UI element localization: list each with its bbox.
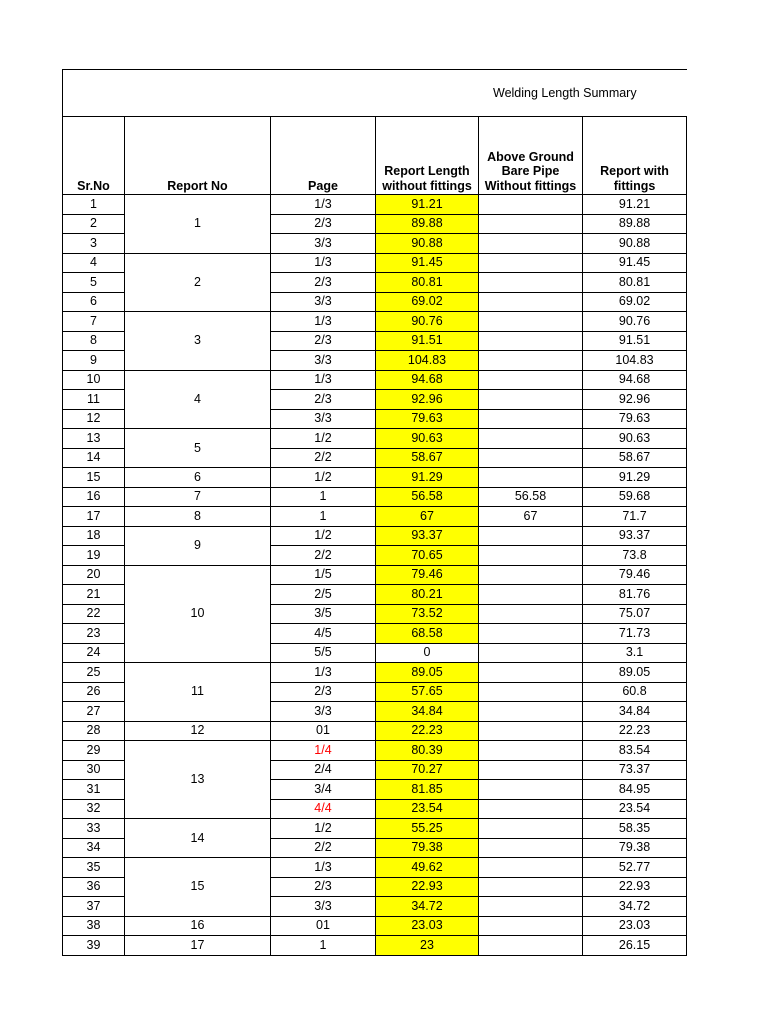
report-with-fittings-cell: 23.03 [583,916,687,936]
above-ground-cell [479,234,583,254]
table-row [63,526,687,546]
report-no-cell: 4 [125,370,271,429]
welding-length-summary-table [62,69,687,956]
header-report-with-fittings: Report with fittings [583,117,687,195]
report-with-fittings-cell: 73.37 [583,760,687,780]
above-ground-cell [479,468,583,488]
above-ground-cell [479,585,583,605]
report-with-fittings-cell: 69.02 [583,292,687,312]
above-ground-cell [479,799,583,819]
report-with-fittings-cell: 3.1 [583,643,687,663]
report-length-cell: 34.72 [376,897,479,917]
page-cell: 2/3 [271,390,376,410]
report-no-cell: 8 [125,507,271,527]
report-no-cell: 16 [125,916,271,936]
page-cell: 2/3 [271,877,376,897]
page-cell: 1/3 [271,663,376,683]
report-with-fittings-cell: 90.76 [583,312,687,332]
above-ground-cell [479,877,583,897]
page-cell: 4/5 [271,624,376,644]
page-cell: 3/3 [271,292,376,312]
sr-no-cell: 8 [63,331,125,351]
sr-no-cell: 16 [63,487,125,507]
above-ground-cell [479,780,583,800]
report-with-fittings-cell: 26.15 [583,936,687,956]
report-length-cell: 79.63 [376,409,479,429]
report-length-cell: 22.93 [376,877,479,897]
report-length-cell: 23.54 [376,799,479,819]
report-with-fittings-cell: 75.07 [583,604,687,624]
sr-no-cell: 35 [63,858,125,878]
page-cell: 2/3 [271,214,376,234]
header-report-no: Report No [125,117,271,195]
report-length-cell: 90.76 [376,312,479,332]
report-length-cell: 58.67 [376,448,479,468]
header-above-ground: Above Ground Bare Pipe Without fittings [479,117,583,195]
report-no-cell: 15 [125,858,271,917]
above-ground-cell [479,702,583,722]
sr-no-cell: 18 [63,526,125,546]
sr-no-cell: 1 [63,195,125,215]
report-length-cell: 91.51 [376,331,479,351]
report-length-cell: 69.02 [376,292,479,312]
page-cell: 2/3 [271,682,376,702]
above-ground-cell [479,565,583,585]
above-ground-cell [479,370,583,390]
above-ground-cell [479,682,583,702]
sr-no-cell: 28 [63,721,125,741]
report-with-fittings-cell: 83.54 [583,741,687,761]
page-cell: 01 [271,916,376,936]
table-row [63,253,687,273]
report-no-cell: 11 [125,663,271,722]
report-with-fittings-cell: 58.35 [583,819,687,839]
sr-no-cell: 14 [63,448,125,468]
page-cell: 3/4 [271,780,376,800]
sr-no-cell: 36 [63,877,125,897]
page-cell: 3/3 [271,409,376,429]
report-length-cell: 80.39 [376,741,479,761]
report-with-fittings-cell: 59.68 [583,487,687,507]
page-cell: 3/3 [271,897,376,917]
table-row [63,370,687,390]
sr-no-cell: 21 [63,585,125,605]
report-length-cell: 91.21 [376,195,479,215]
above-ground-cell [479,429,583,449]
sr-no-cell: 34 [63,838,125,858]
page-cell: 2/3 [271,331,376,351]
report-length-cell: 90.63 [376,429,479,449]
table-row [63,507,687,527]
report-no-cell: 17 [125,936,271,956]
report-with-fittings-cell: 92.96 [583,390,687,410]
report-with-fittings-cell: 73.8 [583,546,687,566]
report-with-fittings-cell: 89.05 [583,663,687,683]
report-length-cell: 92.96 [376,390,479,410]
table-row [63,195,687,215]
report-length-cell: 81.85 [376,780,479,800]
report-with-fittings-cell: 34.72 [583,897,687,917]
report-length-cell: 73.52 [376,604,479,624]
sr-no-cell: 38 [63,916,125,936]
page-cell: 1/2 [271,526,376,546]
report-no-cell: 12 [125,721,271,741]
header-row [63,117,687,195]
report-with-fittings-cell: 23.54 [583,799,687,819]
sr-no-cell: 23 [63,624,125,644]
table-row [63,565,687,585]
report-length-cell: 91.45 [376,253,479,273]
page-cell: 1 [271,507,376,527]
sr-no-cell: 13 [63,429,125,449]
above-ground-cell [479,331,583,351]
report-with-fittings-cell: 91.29 [583,468,687,488]
report-no-cell: 9 [125,526,271,565]
page-cell: 2/5 [271,585,376,605]
report-length-cell: 55.25 [376,819,479,839]
page-cell: 2/2 [271,546,376,566]
report-length-cell: 68.58 [376,624,479,644]
report-length-cell: 94.68 [376,370,479,390]
above-ground-cell [479,760,583,780]
report-length-cell: 90.88 [376,234,479,254]
sr-no-cell: 31 [63,780,125,800]
report-no-cell: 3 [125,312,271,371]
above-ground-cell [479,409,583,429]
sr-no-cell: 4 [63,253,125,273]
report-no-cell: 14 [125,819,271,858]
above-ground-cell [479,351,583,371]
page-cell: 1/2 [271,429,376,449]
page-cell: 1/3 [271,195,376,215]
above-ground-cell [479,916,583,936]
sr-no-cell: 25 [63,663,125,683]
report-length-cell: 70.65 [376,546,479,566]
sr-no-cell: 32 [63,799,125,819]
table-row [63,819,687,839]
above-ground-cell [479,273,583,293]
sr-no-cell: 22 [63,604,125,624]
sr-no-cell: 24 [63,643,125,663]
above-ground-cell: 56.58 [479,487,583,507]
sr-no-cell: 39 [63,936,125,956]
sr-no-cell: 17 [63,507,125,527]
report-with-fittings-cell: 93.37 [583,526,687,546]
table-row [63,936,687,956]
page-cell: 1/2 [271,468,376,488]
report-with-fittings-cell: 22.93 [583,877,687,897]
above-ground-cell [479,858,583,878]
report-with-fittings-cell: 81.76 [583,585,687,605]
table-row [63,858,687,878]
table-row [63,429,687,449]
report-length-cell: 104.83 [376,351,479,371]
page-cell: 3/5 [271,604,376,624]
sr-no-cell: 29 [63,741,125,761]
above-ground-cell: 67 [479,507,583,527]
report-with-fittings-cell: 90.88 [583,234,687,254]
above-ground-cell [479,546,583,566]
above-ground-cell [479,253,583,273]
above-ground-cell [479,390,583,410]
page-cell: 1 [271,487,376,507]
report-with-fittings-cell: 90.63 [583,429,687,449]
sr-no-cell: 2 [63,214,125,234]
report-length-cell: 23.03 [376,916,479,936]
page-cell: 2/4 [271,760,376,780]
sr-no-cell: 9 [63,351,125,371]
page-cell: 2/2 [271,448,376,468]
report-with-fittings-cell: 60.8 [583,682,687,702]
page-cell: 1/5 [271,565,376,585]
sr-no-cell: 3 [63,234,125,254]
sr-no-cell: 6 [63,292,125,312]
report-length-cell: 67 [376,507,479,527]
page-cell: 1/4 [271,741,376,761]
page-cell: 1/3 [271,253,376,273]
report-with-fittings-cell: 94.68 [583,370,687,390]
page-cell: 3/3 [271,351,376,371]
above-ground-cell [479,838,583,858]
report-length-cell: 23 [376,936,479,956]
page-cell: 1/2 [271,819,376,839]
page-title: Welding Length Summary [63,70,687,117]
table-row [63,663,687,683]
header-sr-no: Sr.No [63,117,125,195]
sr-no-cell: 33 [63,819,125,839]
report-length-cell: 70.27 [376,760,479,780]
above-ground-cell [479,741,583,761]
above-ground-cell [479,897,583,917]
report-no-cell: 2 [125,253,271,312]
table-row [63,721,687,741]
page-cell: 1 [271,936,376,956]
header-report-length: Report Length without fittings [376,117,479,195]
page-cell: 5/5 [271,643,376,663]
page-cell: 2/3 [271,273,376,293]
page-cell: 01 [271,721,376,741]
report-with-fittings-cell: 34.84 [583,702,687,722]
above-ground-cell [479,448,583,468]
above-ground-cell [479,195,583,215]
report-no-cell: 13 [125,741,271,819]
table-row [63,468,687,488]
report-no-cell: 10 [125,565,271,663]
report-length-cell: 80.81 [376,273,479,293]
above-ground-cell [479,643,583,663]
page-cell: 2/2 [271,838,376,858]
above-ground-cell [479,624,583,644]
above-ground-cell [479,721,583,741]
report-with-fittings-cell: 71.73 [583,624,687,644]
report-with-fittings-cell: 58.67 [583,448,687,468]
report-with-fittings-cell: 84.95 [583,780,687,800]
report-length-cell: 0 [376,643,479,663]
report-no-cell: 1 [125,195,271,254]
report-with-fittings-cell: 22.23 [583,721,687,741]
report-with-fittings-cell: 79.38 [583,838,687,858]
above-ground-cell [479,604,583,624]
report-length-cell: 79.46 [376,565,479,585]
report-length-cell: 91.29 [376,468,479,488]
report-length-cell: 89.05 [376,663,479,683]
sr-no-cell: 37 [63,897,125,917]
sr-no-cell: 20 [63,565,125,585]
above-ground-cell [479,312,583,332]
sr-no-cell: 19 [63,546,125,566]
above-ground-cell [479,526,583,546]
report-length-cell: 93.37 [376,526,479,546]
report-length-cell: 56.58 [376,487,479,507]
sr-no-cell: 5 [63,273,125,293]
report-with-fittings-cell: 104.83 [583,351,687,371]
sr-no-cell: 30 [63,760,125,780]
report-no-cell: 6 [125,468,271,488]
above-ground-cell [479,292,583,312]
report-length-cell: 79.38 [376,838,479,858]
report-with-fittings-cell: 79.63 [583,409,687,429]
report-with-fittings-cell: 91.45 [583,253,687,273]
above-ground-cell [479,936,583,956]
report-with-fittings-cell: 79.46 [583,565,687,585]
sr-no-cell: 11 [63,390,125,410]
report-length-cell: 57.65 [376,682,479,702]
page-cell: 3/3 [271,702,376,722]
title-row [63,70,687,117]
page-cell: 1/3 [271,370,376,390]
report-with-fittings-cell: 89.88 [583,214,687,234]
page-cell: 1/3 [271,858,376,878]
page-cell: 4/4 [271,799,376,819]
report-with-fittings-cell: 71.7 [583,507,687,527]
sr-no-cell: 7 [63,312,125,332]
report-with-fittings-cell: 80.81 [583,273,687,293]
report-no-cell: 7 [125,487,271,507]
report-with-fittings-cell: 52.77 [583,858,687,878]
sr-no-cell: 12 [63,409,125,429]
table-row [63,741,687,761]
sr-no-cell: 27 [63,702,125,722]
page-cell: 1/3 [271,312,376,332]
above-ground-cell [479,214,583,234]
sr-no-cell: 26 [63,682,125,702]
report-length-cell: 49.62 [376,858,479,878]
above-ground-cell [479,663,583,683]
table-row [63,487,687,507]
table-row [63,312,687,332]
report-length-cell: 34.84 [376,702,479,722]
sr-no-cell: 15 [63,468,125,488]
report-length-cell: 89.88 [376,214,479,234]
report-with-fittings-cell: 91.51 [583,331,687,351]
report-no-cell: 5 [125,429,271,468]
sr-no-cell: 10 [63,370,125,390]
page-cell: 3/3 [271,234,376,254]
table-row [63,916,687,936]
report-length-cell: 80.21 [376,585,479,605]
report-length-cell: 22.23 [376,721,479,741]
report-with-fittings-cell: 91.21 [583,195,687,215]
above-ground-cell [479,819,583,839]
header-page: Page [271,117,376,195]
